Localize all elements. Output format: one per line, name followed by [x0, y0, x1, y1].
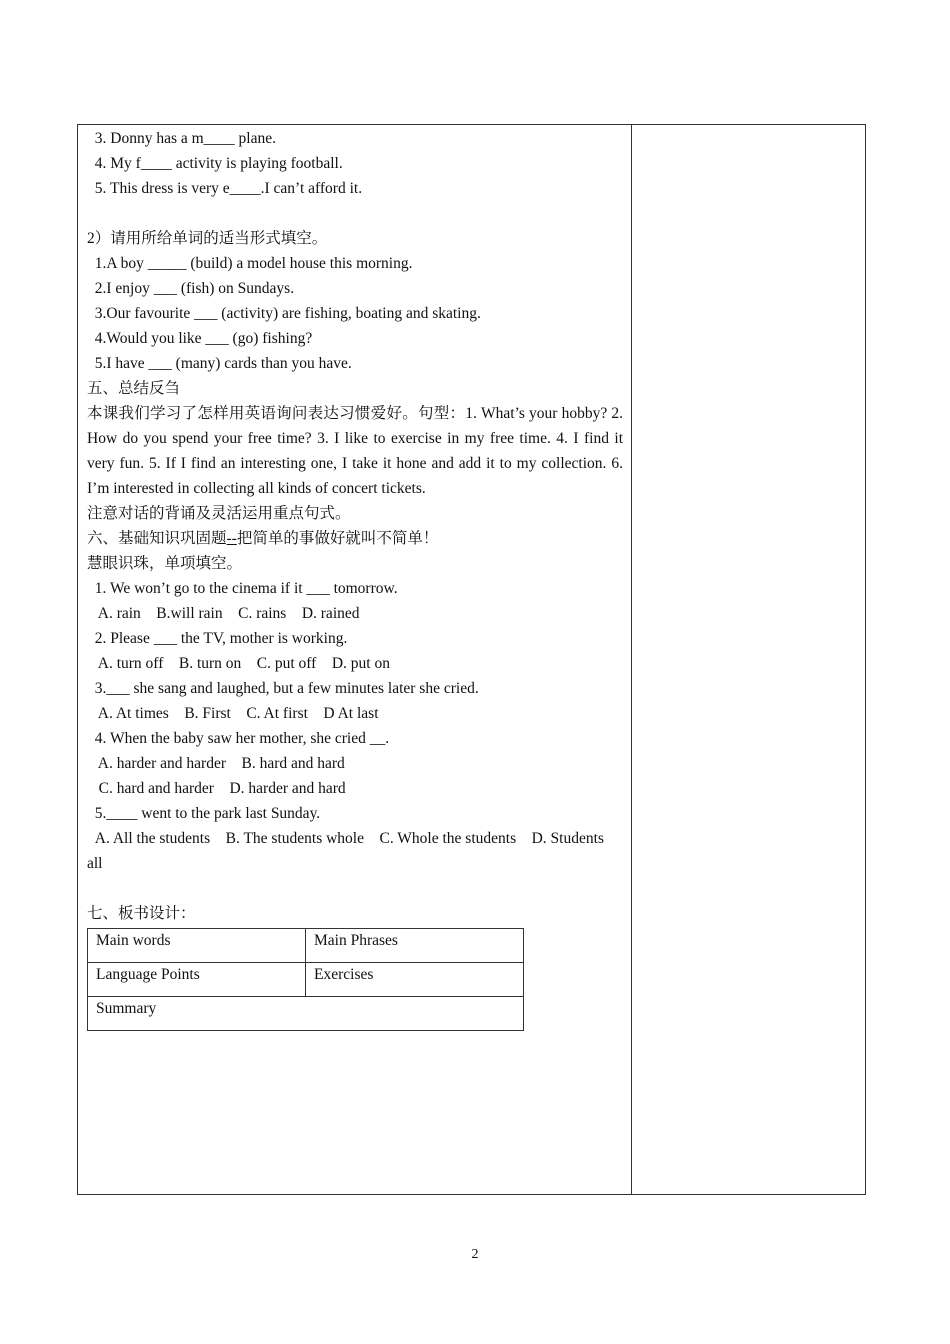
board-cell-main-phrases: Main Phrases — [306, 929, 524, 963]
section-a-line: 5. This dress is very e____.I can’t afford it. — [87, 180, 363, 197]
section6-subtitle: 慧眼识珠，单项填空。 — [87, 555, 243, 572]
section-b-line: 4.Would you like ___ (go) fishing? — [87, 330, 313, 347]
options-line: A. At times B. First C. At first D At last — [87, 705, 379, 722]
section5-paragraph: 本课我们学习了怎样用英语询问表达习惯爱好。句型：1. What’s your hobby? 2. How do you spend your free time? 3. I like to exercise in my free time. 4. I find it very fun. 5. If I find an interesting one, I take it hone and add it to my collection. 6. I’m interested in collecting all kinds of concert tickets. — [87, 405, 623, 497]
section6-title — [87, 526, 623, 551]
question-line: 2. Please ___ the TV, mother is working. — [87, 630, 348, 647]
section5-note: 注意对话的背诵及灵活运用重点句式。 — [87, 505, 351, 522]
options-line: A. harder and harder B. hard and hard — [87, 755, 345, 772]
board-design-table — [87, 928, 524, 1031]
section-b-line: 3.Our favourite ___ (activity) are fishing, boating and skating. — [87, 305, 481, 322]
lesson-content — [87, 126, 623, 1031]
section6-title-post: 把简单的事做好就叫不简单！ — [236, 530, 439, 547]
options-line: C. hard and harder D. harder and hard — [87, 780, 346, 797]
section6-title-pre: 六、基础知识巩固题 — [87, 530, 227, 547]
question-line: 5.____ went to the park last Sunday. — [87, 805, 321, 822]
spacer — [87, 201, 623, 226]
options-line: A. rain B.will rain C. rains D. rained — [87, 605, 360, 622]
options-line: A. turn off B. turn on C. put off D. put on — [87, 655, 390, 672]
section-b-line: 5.I have ___ (many) cards than you have. — [87, 355, 352, 372]
page-number: 2 — [471, 1247, 479, 1262]
options-line: A. All the students B. The students whole C. Whole the students D. Students all — [87, 830, 608, 872]
question-line: 1. We won’t go to the cinema if it ___ tomorrow. — [87, 580, 398, 597]
question-line: 3.___ she sang and laughed, but a few minutes later she cried. — [87, 680, 479, 697]
lesson-table — [77, 124, 866, 1195]
section5-title: 五、总结反刍 — [87, 380, 181, 397]
section7-title: 七、板书设计： — [87, 905, 196, 922]
board-cell-summary: Summary — [88, 997, 524, 1031]
question-line: 4. When the baby saw her mother, she cried __. — [87, 730, 390, 747]
section6-title-dash: -- — [226, 530, 237, 547]
section-a-line: 3. Donny has a m____ plane. — [87, 130, 276, 147]
section-b-title: 2）请用所给单词的适当形式填空。 — [87, 230, 328, 247]
board-cell-language-points: Language Points — [88, 963, 306, 997]
board-cell-main-words: Main words — [88, 929, 306, 963]
section-a-line: 4. My f____ activity is playing football. — [87, 155, 343, 172]
spacer — [87, 876, 623, 901]
section-b-line: 1.A boy _____ (build) a model house this morning. — [87, 255, 413, 272]
section-b-line: 2.I enjoy ___ (fish) on Sundays. — [87, 280, 295, 297]
column-divider — [631, 125, 632, 1194]
board-cell-exercises: Exercises — [306, 963, 524, 997]
